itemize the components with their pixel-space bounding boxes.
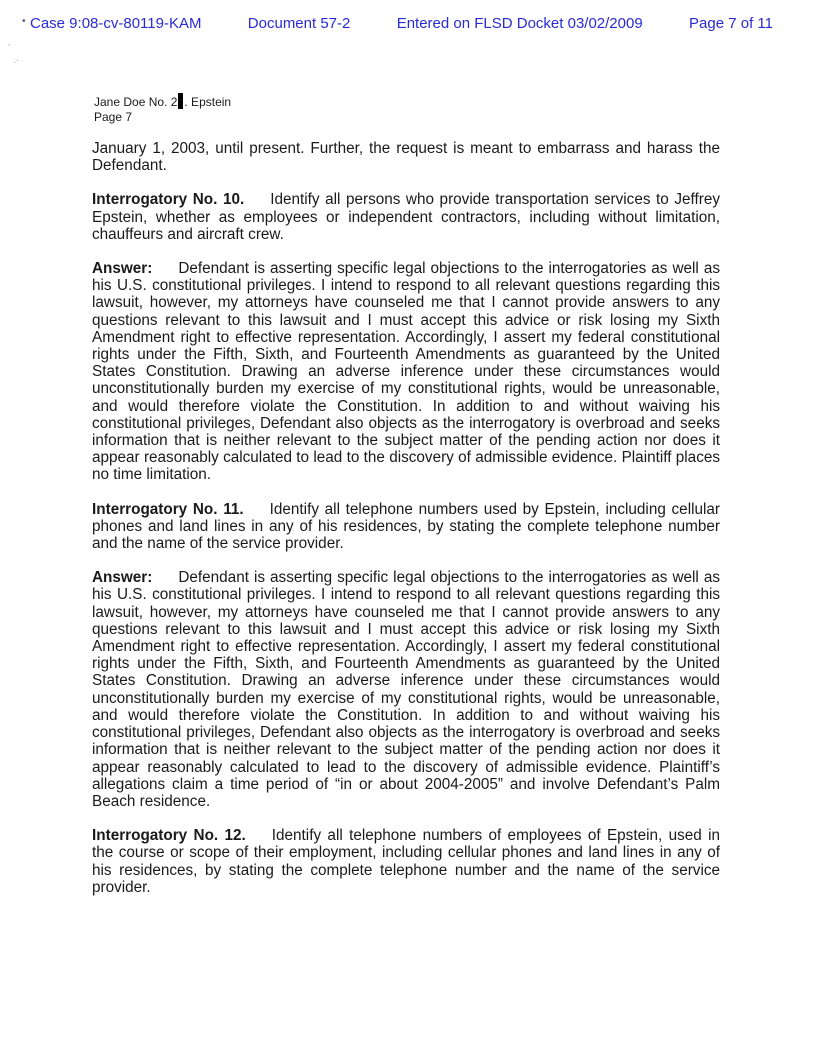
case-number: Case 9:08-cv-80119-KAM xyxy=(30,15,202,32)
docket-header xyxy=(22,14,773,34)
answer-text: Defendant is asserting specific legal objections to the interrogatories as well as his U.S. constitutional privileges. I intend to respond to all relevant questions regarding this lawsuit, however, my attorneys have counseled me that I cannot provide answers to any questions relevant to this lawsuit and I must accept this advice or risk losing my Sixth Amendment right to effective representation. Accordingly, I assert my federal constitutional rights under the Fifth, Sixth, and Fourteenth Amendments as guaranteed by the United States Constitution. Drawing an adverse inference under these circumstances would unconstitutionally burden my exercise of my constitutional rights, would be unreasonable, and would therefore violate the Constitution. In addition to and without waiving his constitutional privileges, Defendant also objects as the interrogatory is overbroad and seeks information that is neither relevant to the subject matter of the pending action nor does it appear reasonably calculated to lead to the discovery of admissible evidence. Plaintiff places no time limitation. xyxy=(92,260,720,484)
docket-entry: Entered on FLSD Docket 03/02/2009 xyxy=(396,15,643,32)
answer-label: Answer: xyxy=(92,569,153,587)
document-number: Document 57-2 xyxy=(247,15,351,32)
interrogatory-label: Interrogatory No. 10. xyxy=(92,191,245,209)
answer-11 xyxy=(92,569,720,810)
answer-text: Defendant is asserting specific legal objections to the interrogatories as well as his U.S. constitutional privileges. I intend to respond to all relevant questions regarding this lawsuit, however, my attorneys have counseled me that I cannot provide answers to any questions relevant to this lawsuit and I must accept this advice or risk losing my Sixth Amendment right to effective representation. Accordingly, I assert my federal constitutional rights under the Fifth, Sixth, and Fourteenth Amendments as guaranteed by the United States Constitution. Drawing an adverse inference under these circumstances would unconstitutionally burden my exercise of my constitutional rights, would be unreasonable, and would therefore violate the Constitution. In addition to and without waiving his constitutional privileges, Defendant also objects as the interrogatory is overbroad and seeks information that is neither relevant to the subject matter of the pending action nor does it appear reasonably calculated to lead to the discovery of admissible evidence. Plaintiff’s allegations claim a time period of “in or about 2004-2005” and involve Defendant’s Palm Beach residence. xyxy=(92,569,720,810)
scan-mark: , xyxy=(8,38,11,47)
answer-label: Answer: xyxy=(92,260,153,278)
answer-10 xyxy=(92,260,720,484)
document-caption xyxy=(94,93,231,125)
scan-mark: • xyxy=(22,16,26,27)
scan-mark: .· xyxy=(14,56,19,65)
caption-line-1: Jane Doe No. 2 . Epstein xyxy=(94,95,232,109)
continuation-paragraph: January 1, 2003, until present. Further, the request is meant to embarrass and harass the Defendant. xyxy=(92,140,720,175)
interrogatory-label: Interrogatory No. 12. xyxy=(92,827,246,845)
interrogatory-label: Interrogatory No. 11. xyxy=(92,500,244,518)
document-body xyxy=(92,140,720,913)
interrogatory-12 xyxy=(92,827,720,896)
interrogatory-text: Identify all telephone numbers of employees of Epstein, used in the course or scope of their employment, including cellular phones and land lines in any of his residences, by stating the complete telephone number and the name of the service provider. xyxy=(92,827,720,896)
page-indicator: Page 7 of 11 xyxy=(689,15,773,32)
interrogatory-text: Identify all persons who provide transportation services to Jeffrey Epstein, whether as employees or independent contractors, including without limitation, chauffeurs and aircraft crew. xyxy=(92,191,720,243)
interrogatory-10 xyxy=(92,191,720,243)
interrogatory-11 xyxy=(92,501,720,553)
interrogatory-text: Identify all telephone numbers used by Epstein, including cellular phones and land lines in any of his residences, by stating the complete telephone number and the name of the service provider. xyxy=(92,500,720,553)
redaction-bar xyxy=(178,93,183,109)
caption-page: Page 7 xyxy=(94,110,133,124)
